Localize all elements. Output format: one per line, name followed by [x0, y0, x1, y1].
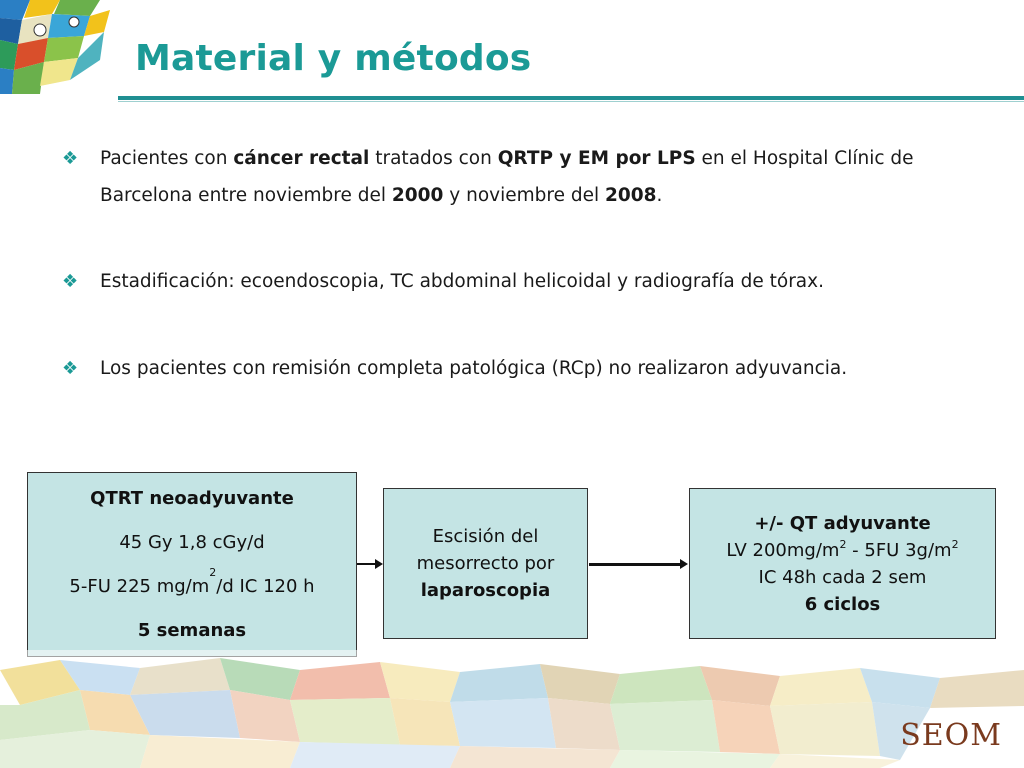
box-line: mesorrecto por: [416, 553, 555, 574]
bullet-item: [62, 350, 962, 387]
header-mosaic-image: [0, 0, 118, 94]
seom-logo: SEOM: [900, 718, 1002, 753]
bullet-diamond-icon: ❖: [62, 271, 79, 292]
flow-box-neoadjuvant: [27, 472, 357, 657]
box-line: 5 semanas: [137, 619, 247, 641]
box-line: 5-FU 225 $mg/m^2/d$ IC 120 h: [69, 565, 315, 597]
bullet-text: Estadificación: ecoendoscopia, TC abdominal helicoidal y radiografía de tórax.: [100, 271, 824, 292]
box-title: +/- QT adyuvante: [754, 512, 931, 534]
title-divider: [118, 96, 1024, 100]
flow-arrow: [357, 563, 377, 565]
flow-box-adjuvant: [689, 488, 996, 639]
bullet-emphasis: QRTP y EM por LPS: [497, 148, 696, 169]
bullet-item: [62, 140, 962, 214]
box-line: LV $200mg/m^2 - 5FU$ $3g/m^2$: [726, 537, 959, 561]
box-line: Escisión del: [432, 526, 539, 547]
bullet-text: en el Hospital Clínic de Barcelona entre noviembre del: [100, 148, 914, 206]
bullet-text: tratados con: [369, 148, 498, 169]
bullet-emphasis: 2000: [391, 185, 444, 206]
bullet-text: .: [656, 185, 663, 206]
box-title: QTRT neoadyuvante: [90, 487, 294, 509]
box-line: IC 48h cada 2 sem: [758, 566, 927, 588]
footer-mosaic-image: [0, 650, 1024, 768]
bullet-emphasis: 2008: [605, 185, 657, 206]
bullet-emphasis: cáncer rectal: [233, 148, 370, 169]
box-line: 45 Gy 1,8 cGy/d: [119, 531, 265, 553]
bullet-text: Los pacientes con remisión completa patológica (RCp) no realizaron adyuvancia.: [100, 358, 848, 379]
bullet-item: [62, 263, 962, 300]
flow-box-surgery: [383, 488, 588, 639]
bullet-list: [62, 140, 962, 387]
slide-title: Material y métodos: [135, 38, 532, 79]
flow-arrow: [589, 563, 682, 566]
bullet-text: y noviembre del: [443, 185, 605, 206]
title-divider-thin: [118, 101, 1024, 102]
bullet-diamond-icon: ❖: [62, 358, 79, 379]
box-line: laparoscopia: [420, 580, 551, 601]
bullet-diamond-icon: ❖: [62, 148, 79, 169]
bullet-text: Pacientes con: [100, 148, 234, 169]
box-line: 6 ciclos: [804, 593, 881, 615]
